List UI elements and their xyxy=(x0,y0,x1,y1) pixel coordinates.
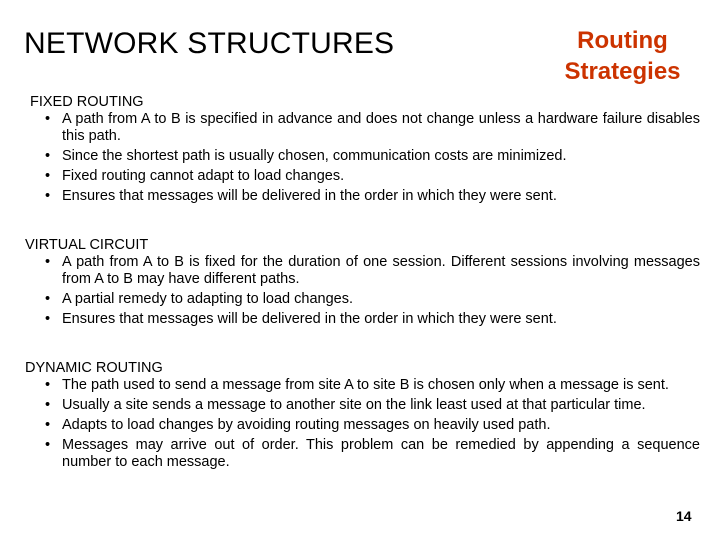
bullet-icon: • xyxy=(45,168,51,184)
section-heading: DYNAMIC ROUTING xyxy=(25,360,163,376)
section-heading: FIXED ROUTING xyxy=(30,94,144,110)
bullet-icon: • xyxy=(45,311,51,327)
list-item-text: Usually a site sends a message to another site on the link least used at that particular time. xyxy=(62,397,646,413)
list-item-text: Ensures that messages will be delivered in the order in which they were sent. xyxy=(62,188,557,204)
page-title: NETWORK STRUCTURES xyxy=(24,27,395,60)
list-item xyxy=(0,148,720,165)
list-item-text: Since the shortest path is usually chosen, communication costs are minimized. xyxy=(62,148,567,164)
list-item-text: A partial remedy to adapting to load changes. xyxy=(62,291,353,307)
bullet-icon: • xyxy=(45,254,51,270)
list-item xyxy=(0,311,720,328)
list-item xyxy=(0,168,720,185)
page-subtitle xyxy=(540,25,705,87)
list-item xyxy=(0,417,720,434)
page-number: 14 xyxy=(676,508,692,524)
subtitle-line-2: Strategies xyxy=(564,58,681,85)
bullet-list xyxy=(0,377,720,471)
bullet-icon: • xyxy=(45,148,51,164)
list-item xyxy=(0,437,720,471)
list-item xyxy=(0,111,720,145)
list-item-text: Messages may arrive out of order. This problem can be remedied by appending a sequence number to each message. xyxy=(62,437,700,470)
bullet-list xyxy=(0,254,720,328)
bullet-icon: • xyxy=(45,291,51,307)
list-item-text: Fixed routing cannot adapt to load changes. xyxy=(62,168,345,184)
list-item xyxy=(0,254,720,288)
bullet-icon: • xyxy=(45,188,51,204)
section-dynamic-routing xyxy=(0,359,720,474)
section-virtual-circuit xyxy=(0,236,720,331)
list-item-text: The path used to send a message from site A to site B is chosen only when a message is sent. xyxy=(62,377,669,393)
list-item xyxy=(0,397,720,414)
list-item xyxy=(0,377,720,394)
list-item xyxy=(0,188,720,205)
list-item-text: Adapts to load changes by avoiding routing messages on heavily used path. xyxy=(62,417,551,433)
bullet-icon: • xyxy=(45,417,51,433)
section-heading: VIRTUAL CIRCUIT xyxy=(25,237,149,253)
bullet-icon: • xyxy=(45,111,51,127)
list-item-text: A path from A to B is specified in advance and does not change unless a hardware failure disables this path. xyxy=(62,111,700,144)
section-fixed-routing xyxy=(0,93,720,208)
list-item-text: Ensures that messages will be delivered in the order in which they were sent. xyxy=(62,311,557,327)
list-item-text: A path from A to B is fixed for the duration of one session. Different sessions involving messages from A to B may have different paths. xyxy=(62,254,700,287)
list-item xyxy=(0,291,720,308)
subtitle-line-1: Routing xyxy=(577,27,668,54)
bullet-icon: • xyxy=(45,397,51,413)
bullet-icon: • xyxy=(45,377,51,393)
bullet-list xyxy=(0,111,720,205)
bullet-icon: • xyxy=(45,437,51,453)
